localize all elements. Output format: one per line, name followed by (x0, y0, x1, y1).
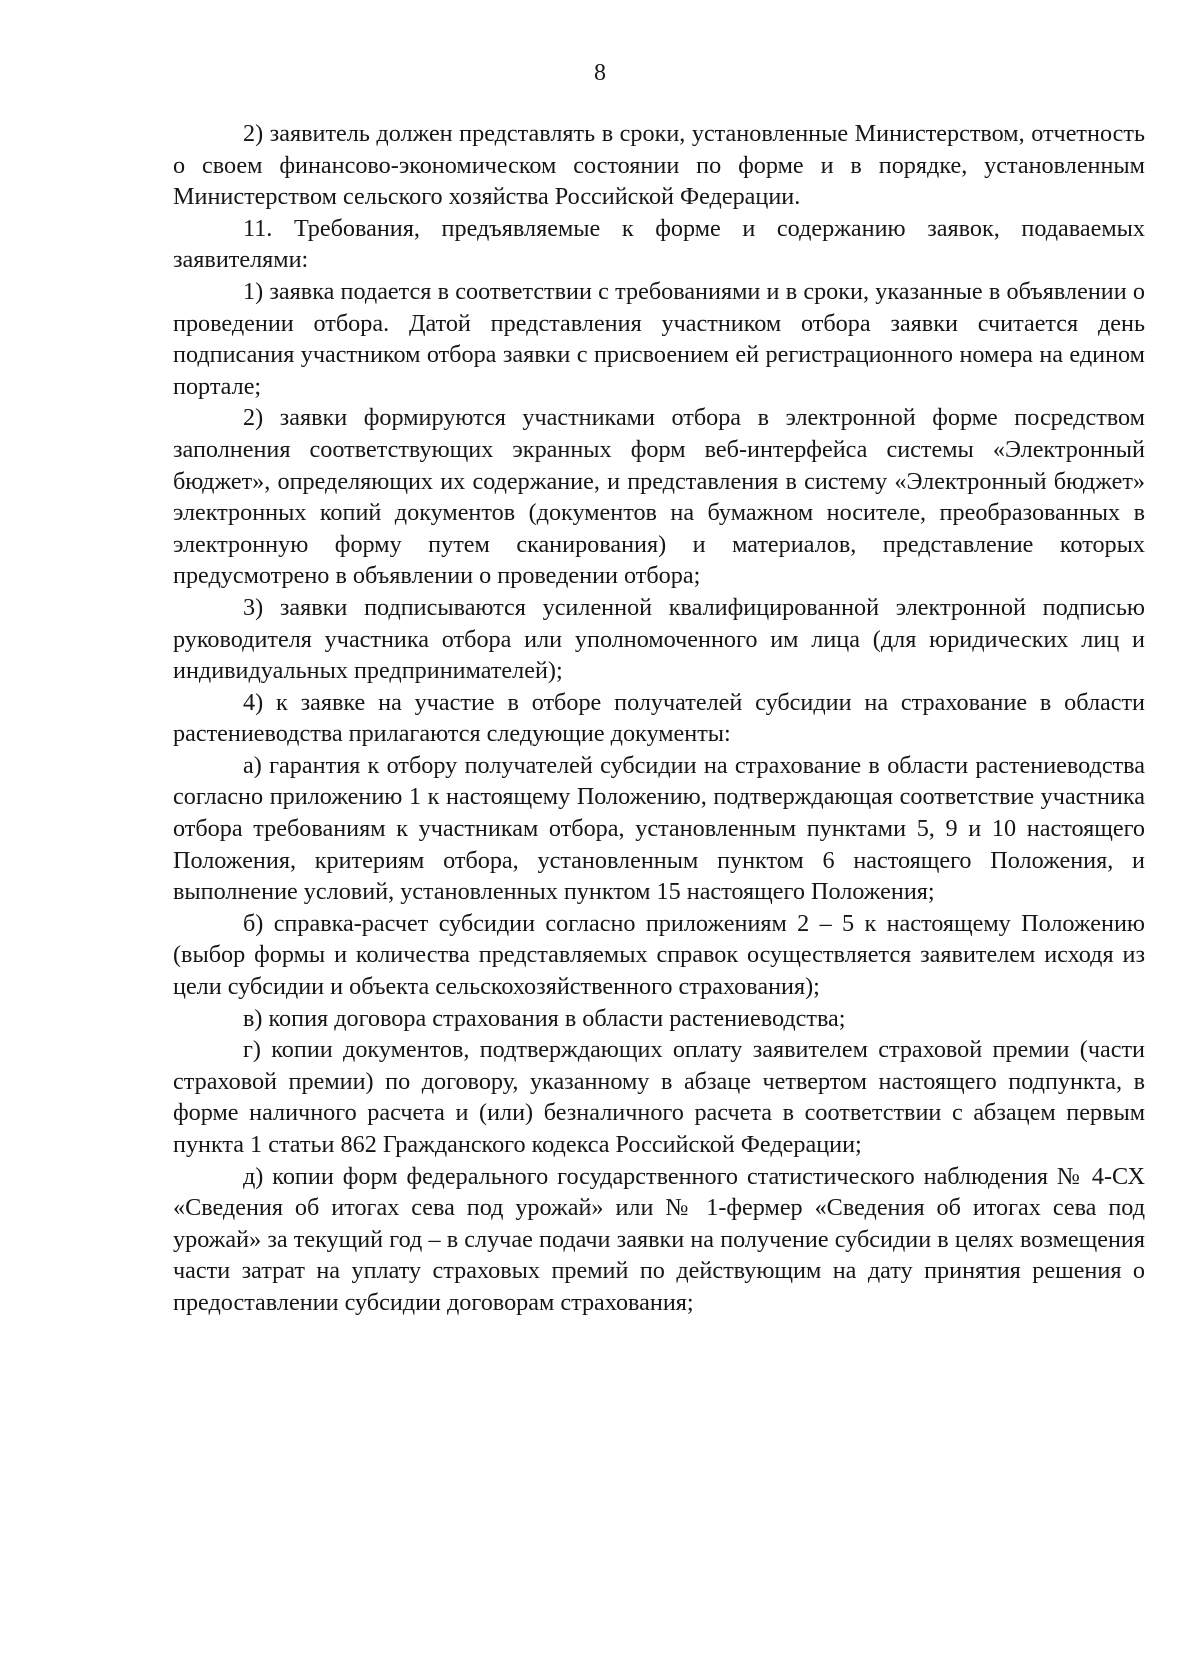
paragraph-11-4-v-contract: в) копия договора страхования в области растениеводства; (243, 1004, 846, 1032)
paragraph-11-2-forming: 2) заявки формируются участниками отбора в электронной форме посредством заполнения соответствующих экранных форм веб-интерфейса системы «Электронный бюджет», определяющих их содержание, и представления в систему «Электронный бюджет» электронных копий документов (документов на бумажном носителе, преобразованных в электронную форму путем сканирования) и материалов, представление которых предусмотрено в объявлении о проведении отбора; (173, 404, 1145, 590)
paragraph-11-4-documents: 4) к заявке на участие в отборе получателей субсидии на страхование в области растениеводства прилагаются следующие документы: (173, 688, 1145, 748)
paragraph-11-4-d-statistics: д) копии форм федерального государственного статистического наблюдения № 4-СХ «Сведения об итогах сева под урожай» или № 1-фермер «Сведения об итогах сева под урожай» за текущий год – в случае подачи заявки на получение субсидии в целях возмещения части затрат на уплату страховых премий по действующим на дату принятия решения о предоставлении субсидии договорам страхования; (173, 1162, 1145, 1316)
paragraph-11-3-signing: 3) заявки подписываются усиленной квалифицированной электронной подписью руководителя участника отбора или уполномоченного им лица (для юридических лиц и индивидуальных предпринимателей); (173, 593, 1145, 685)
paragraph-11-requirements: 11. Требования, предъявляемые к форме и содержанию заявок, подаваемых заявителями: (173, 214, 1145, 274)
paragraph-2-reporting: 2) заявитель должен представлять в сроки, установленные Министерством, отчетность о своем финансово-экономическом состоянии по форме и в порядке, установленным Министерством сельского хозяйства Российской Федерации. (173, 120, 1145, 211)
paragraph-11-4-a-guarantee: а) гарантия к отбору получателей субсидии на страхование в области растениеводства согласно приложению 1 к настоящему Положению, подтверждающая соответствие участника отбора требованиям к участникам отбора, установленным пунктами 5, 9 и 10 настоящего Положения, критериям отбора, установленным пунктом 6 настоящего Положения, и выполнение условий, установленных пунктом 15 настоящего Положения; (173, 751, 1145, 906)
paragraph-11-4-g-payment: г) копии документов, подтверждающих оплату заявителем страховой премии (части страховой премии) по договору, указанному в абзаце четвертом настоящего подпункта, в форме наличного расчета и (или) безналичного расчета в соответствии с абзацем первым пункта 1 статьи 862 Гражданского кодекса Российской Федерации; (173, 1036, 1145, 1158)
document-body (173, 118, 1145, 1319)
paragraph-11-1-submission: 1) заявка подается в соответствии с требованиями и в сроки, указанные в объявлении о проведении отбора. Датой представления участником отбора заявки считается день подписания участником отбора заявки с присвоением ей регистрационного номера на едином портале; (173, 277, 1145, 400)
page-number: 8 (594, 60, 606, 86)
paragraph-11-4-b-calculation: б) справка-расчет субсидии согласно приложениям 2 – 5 к настоящему Положению (выбор формы и количества представляемых справок осуществляется заявителем исходя из цели субсидии и объекта сельскохозяйственного страхования); (173, 909, 1145, 1001)
